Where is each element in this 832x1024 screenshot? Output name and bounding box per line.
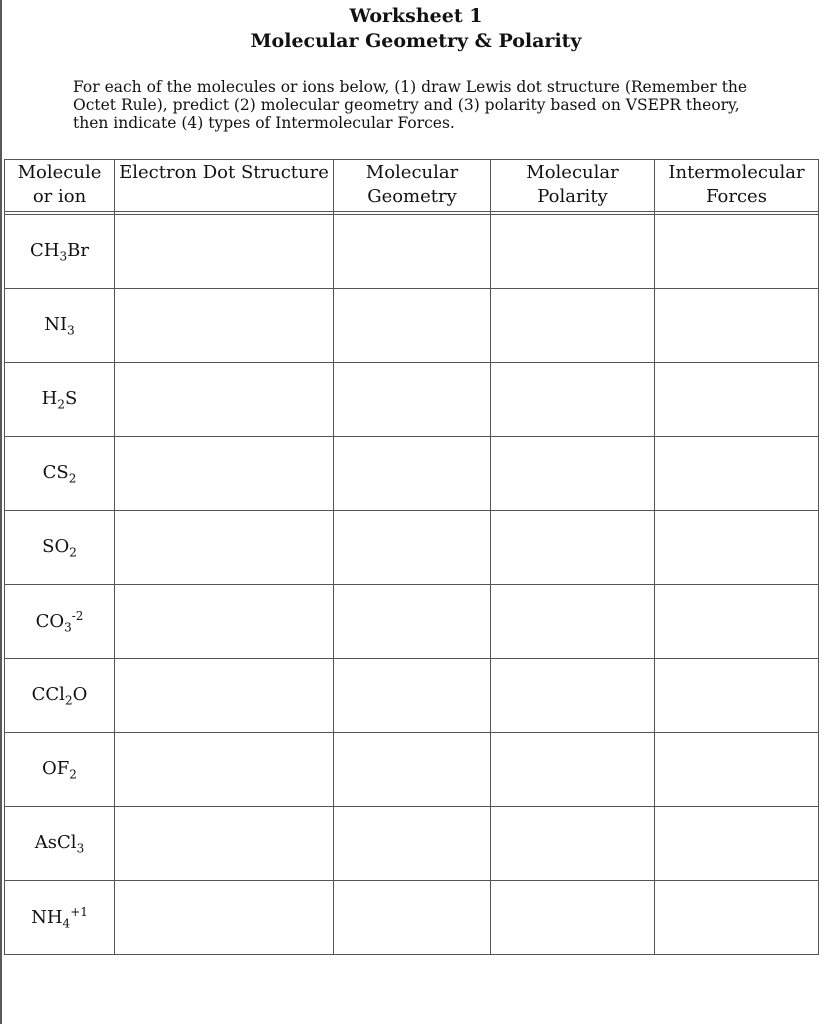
structure-answer-cell[interactable] [115, 363, 334, 437]
forces-answer-cell[interactable] [655, 215, 819, 289]
polarity-answer-cell[interactable] [491, 215, 655, 289]
molecule-cell [5, 659, 115, 733]
header-polarity-line1: Molecular [526, 162, 619, 183]
formula-charge: +1 [70, 904, 88, 919]
formula-subscript: 3 [76, 841, 85, 856]
geometry-answer-cell[interactable] [334, 881, 491, 955]
forces-answer-cell[interactable] [655, 733, 819, 807]
page-left-edge [0, 0, 2, 1024]
polarity-answer-cell[interactable] [491, 585, 655, 659]
header-geometry-line2: Geometry [367, 186, 457, 207]
forces-answer-cell[interactable] [655, 511, 819, 585]
geometry-answer-cell[interactable] [334, 659, 491, 733]
polarity-answer-cell[interactable] [491, 511, 655, 585]
table-row [5, 733, 819, 807]
header-polarity [491, 160, 655, 212]
geometry-answer-cell[interactable] [334, 585, 491, 659]
header-molecule [5, 160, 115, 212]
instructions-paragraph: For each of the molecules or ions below, (1) draw Lewis dot structure (Remember the Octet Rule), predict (2) molecular geometry and (3) polarity based on VSEPR theory, then indicate (4) types of Intermolecular Forces. [73, 78, 748, 132]
header-polarity-line2: Polarity [537, 186, 608, 207]
structure-answer-cell[interactable] [115, 881, 334, 955]
formula-subscript: 3 [64, 620, 72, 635]
table-row [5, 363, 819, 437]
polarity-answer-cell[interactable] [491, 437, 655, 511]
table-row [5, 585, 819, 659]
molecule-cell [5, 215, 115, 289]
molecule-cell [5, 289, 115, 363]
table-row [5, 215, 819, 289]
geometry-answer-cell[interactable] [334, 511, 491, 585]
polarity-answer-cell[interactable] [491, 289, 655, 363]
polarity-answer-cell[interactable] [491, 733, 655, 807]
formula-subscript: 2 [64, 693, 73, 708]
molecule-cell [5, 511, 115, 585]
polarity-answer-cell[interactable] [491, 807, 655, 881]
formula-suffix: O [72, 683, 88, 705]
molecule-cell [5, 437, 115, 511]
table-row [5, 511, 819, 585]
structure-answer-cell[interactable] [115, 585, 334, 659]
structure-answer-cell[interactable] [115, 215, 334, 289]
header-molecule-line2: or ion [32, 186, 87, 207]
formula-subscript: 2 [68, 471, 77, 486]
header-structure [115, 160, 334, 212]
formula-suffix: Br [67, 239, 89, 261]
formula-base: H [41, 387, 58, 409]
table-header-row [5, 160, 819, 212]
header-structure-text: Electron Dot Structure [119, 162, 329, 183]
formula-base: AsCl [34, 831, 77, 853]
structure-answer-cell[interactable] [115, 289, 334, 363]
geometry-answer-cell[interactable] [334, 363, 491, 437]
geometry-answer-cell[interactable] [334, 215, 491, 289]
formula-subscript: 4 [62, 916, 71, 931]
table-row [5, 881, 819, 955]
polarity-answer-cell[interactable] [491, 363, 655, 437]
formula-subscript: 2 [69, 767, 77, 782]
forces-answer-cell[interactable] [655, 363, 819, 437]
structure-answer-cell[interactable] [115, 733, 334, 807]
formula-base: CO [35, 610, 65, 632]
molecule-cell [5, 881, 115, 955]
molecule-cell [5, 585, 115, 659]
table-row [5, 289, 819, 363]
header-geometry-line1: Molecular [365, 162, 459, 183]
polarity-answer-cell[interactable] [491, 881, 655, 955]
formula-subscript: 3 [59, 249, 68, 264]
structure-answer-cell[interactable] [115, 437, 334, 511]
molecule-cell [5, 733, 115, 807]
polarity-answer-cell[interactable] [491, 659, 655, 733]
table-row [5, 659, 819, 733]
structure-answer-cell[interactable] [115, 511, 334, 585]
formula-subscript: 2 [69, 545, 77, 560]
geometry-answer-cell[interactable] [334, 733, 491, 807]
formula-base: SO [42, 535, 70, 557]
header-forces-line1: Intermolecular [668, 162, 805, 183]
geometry-answer-cell[interactable] [334, 437, 491, 511]
forces-answer-cell[interactable] [655, 881, 819, 955]
molecule-cell [5, 807, 115, 881]
formula-base: CS [42, 461, 69, 483]
worksheet-subtitle: Molecular Geometry & Polarity [250, 30, 582, 52]
table-row [5, 437, 819, 511]
worksheet-table [4, 159, 819, 955]
forces-answer-cell[interactable] [655, 659, 819, 733]
formula-base: CH [30, 239, 60, 261]
formula-charge: -2 [71, 608, 84, 623]
forces-answer-cell[interactable] [655, 585, 819, 659]
forces-answer-cell[interactable] [655, 807, 819, 881]
structure-answer-cell[interactable] [115, 659, 334, 733]
table-row [5, 807, 819, 881]
geometry-answer-cell[interactable] [334, 807, 491, 881]
formula-base: OF [42, 757, 70, 779]
formula-subscript: 3 [67, 323, 75, 338]
geometry-answer-cell[interactable] [334, 289, 491, 363]
forces-answer-cell[interactable] [655, 289, 819, 363]
molecule-cell [5, 363, 115, 437]
header-molecule-line1: Molecule [17, 162, 102, 183]
formula-base: NI [44, 313, 68, 335]
formula-suffix: S [65, 387, 78, 409]
header-geometry [334, 160, 491, 212]
header-forces [655, 160, 819, 212]
formula-base: NH [31, 906, 63, 928]
formula-subscript: 2 [57, 397, 65, 412]
structure-answer-cell[interactable] [115, 807, 334, 881]
formula-base: CCl [31, 683, 65, 705]
header-forces-line2: Forces [706, 186, 767, 207]
worksheet-title: Worksheet 1 [349, 5, 483, 27]
forces-answer-cell[interactable] [655, 437, 819, 511]
